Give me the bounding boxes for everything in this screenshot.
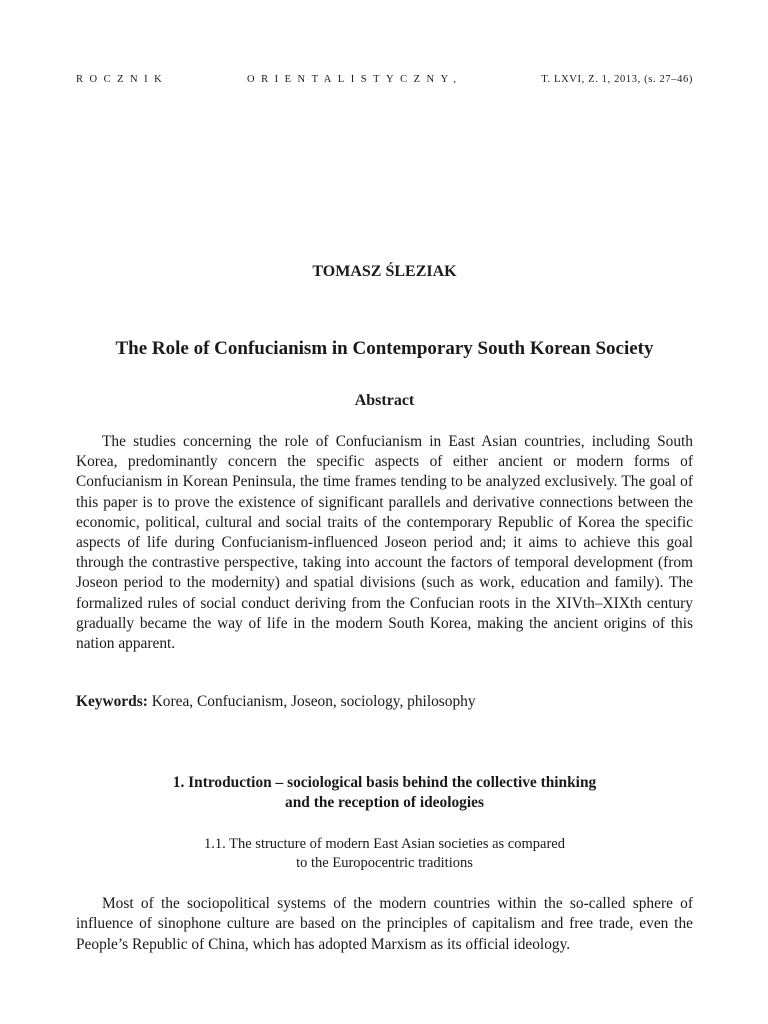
keywords — [76, 692, 693, 712]
section-heading-line-1: 1. Introduction – sociological basis behind the collective thinking — [172, 774, 597, 791]
running-header-journal-2: ORIENTALISTYCZNY, — [247, 74, 463, 85]
abstract-text: The studies concerning the role of Confucianism in East Asian countries, including South Korea, predominantly concern the specific aspects of either ancient or modern forms of Confucianism in Korean Peninsula, the time frames tending to be analyzed exclusively. The goal of this paper is to prove the existence of significant parallels and derivative connections between the economic, political, cultural and social traits of the contemporary Republic of Korea the specific aspects of life during Confucianism-influenced Joseon period and; it aims to achieve this goal through the contrastive perspective, taking into account the factors of temporal development (from Joseon period to the modernity) and spatial divisions (such as work, education and family). The formalized rules of social conduct deriving from the Confucian roots in the XIVth–XIXth century gradually became the way of life in the modern South Korea, making the ancient origins of this nation apparent. — [76, 433, 693, 653]
keywords-values: Korea, Confucianism, Joseon, sociology, philosophy — [151, 693, 476, 710]
abstract-heading: Abstract — [354, 392, 415, 409]
paper-title: The Role of Confucianism in Contemporary South Korean Society — [115, 338, 654, 359]
section-heading-line-2: and the reception of ideologies — [285, 794, 484, 811]
subsection-heading-line-1: 1.1. The structure of modern East Asian societies as compared — [204, 836, 565, 852]
running-header — [76, 73, 693, 87]
running-header-citation: T. LXVI, Z. 1, 2013, (s. 27–46) — [541, 74, 693, 85]
body-paragraph: Most of the sociopolitical systems of the modern countries within the so-called sphere of influence of sinophone culture are based on the principles of capitalism and free trade, even the People’s Republic of China, which has adopted Marxism as its official ideology. — [76, 895, 693, 953]
subsection-heading-line-2: to the Europocentric traditions — [296, 855, 473, 871]
keywords-label: Keywords: — [76, 693, 148, 710]
running-header-journal: ROCZNIK — [76, 74, 169, 85]
subsection-heading — [76, 835, 693, 873]
author-name: TOMASZ ŚLEZIAK — [312, 263, 457, 280]
section-heading — [76, 773, 693, 813]
